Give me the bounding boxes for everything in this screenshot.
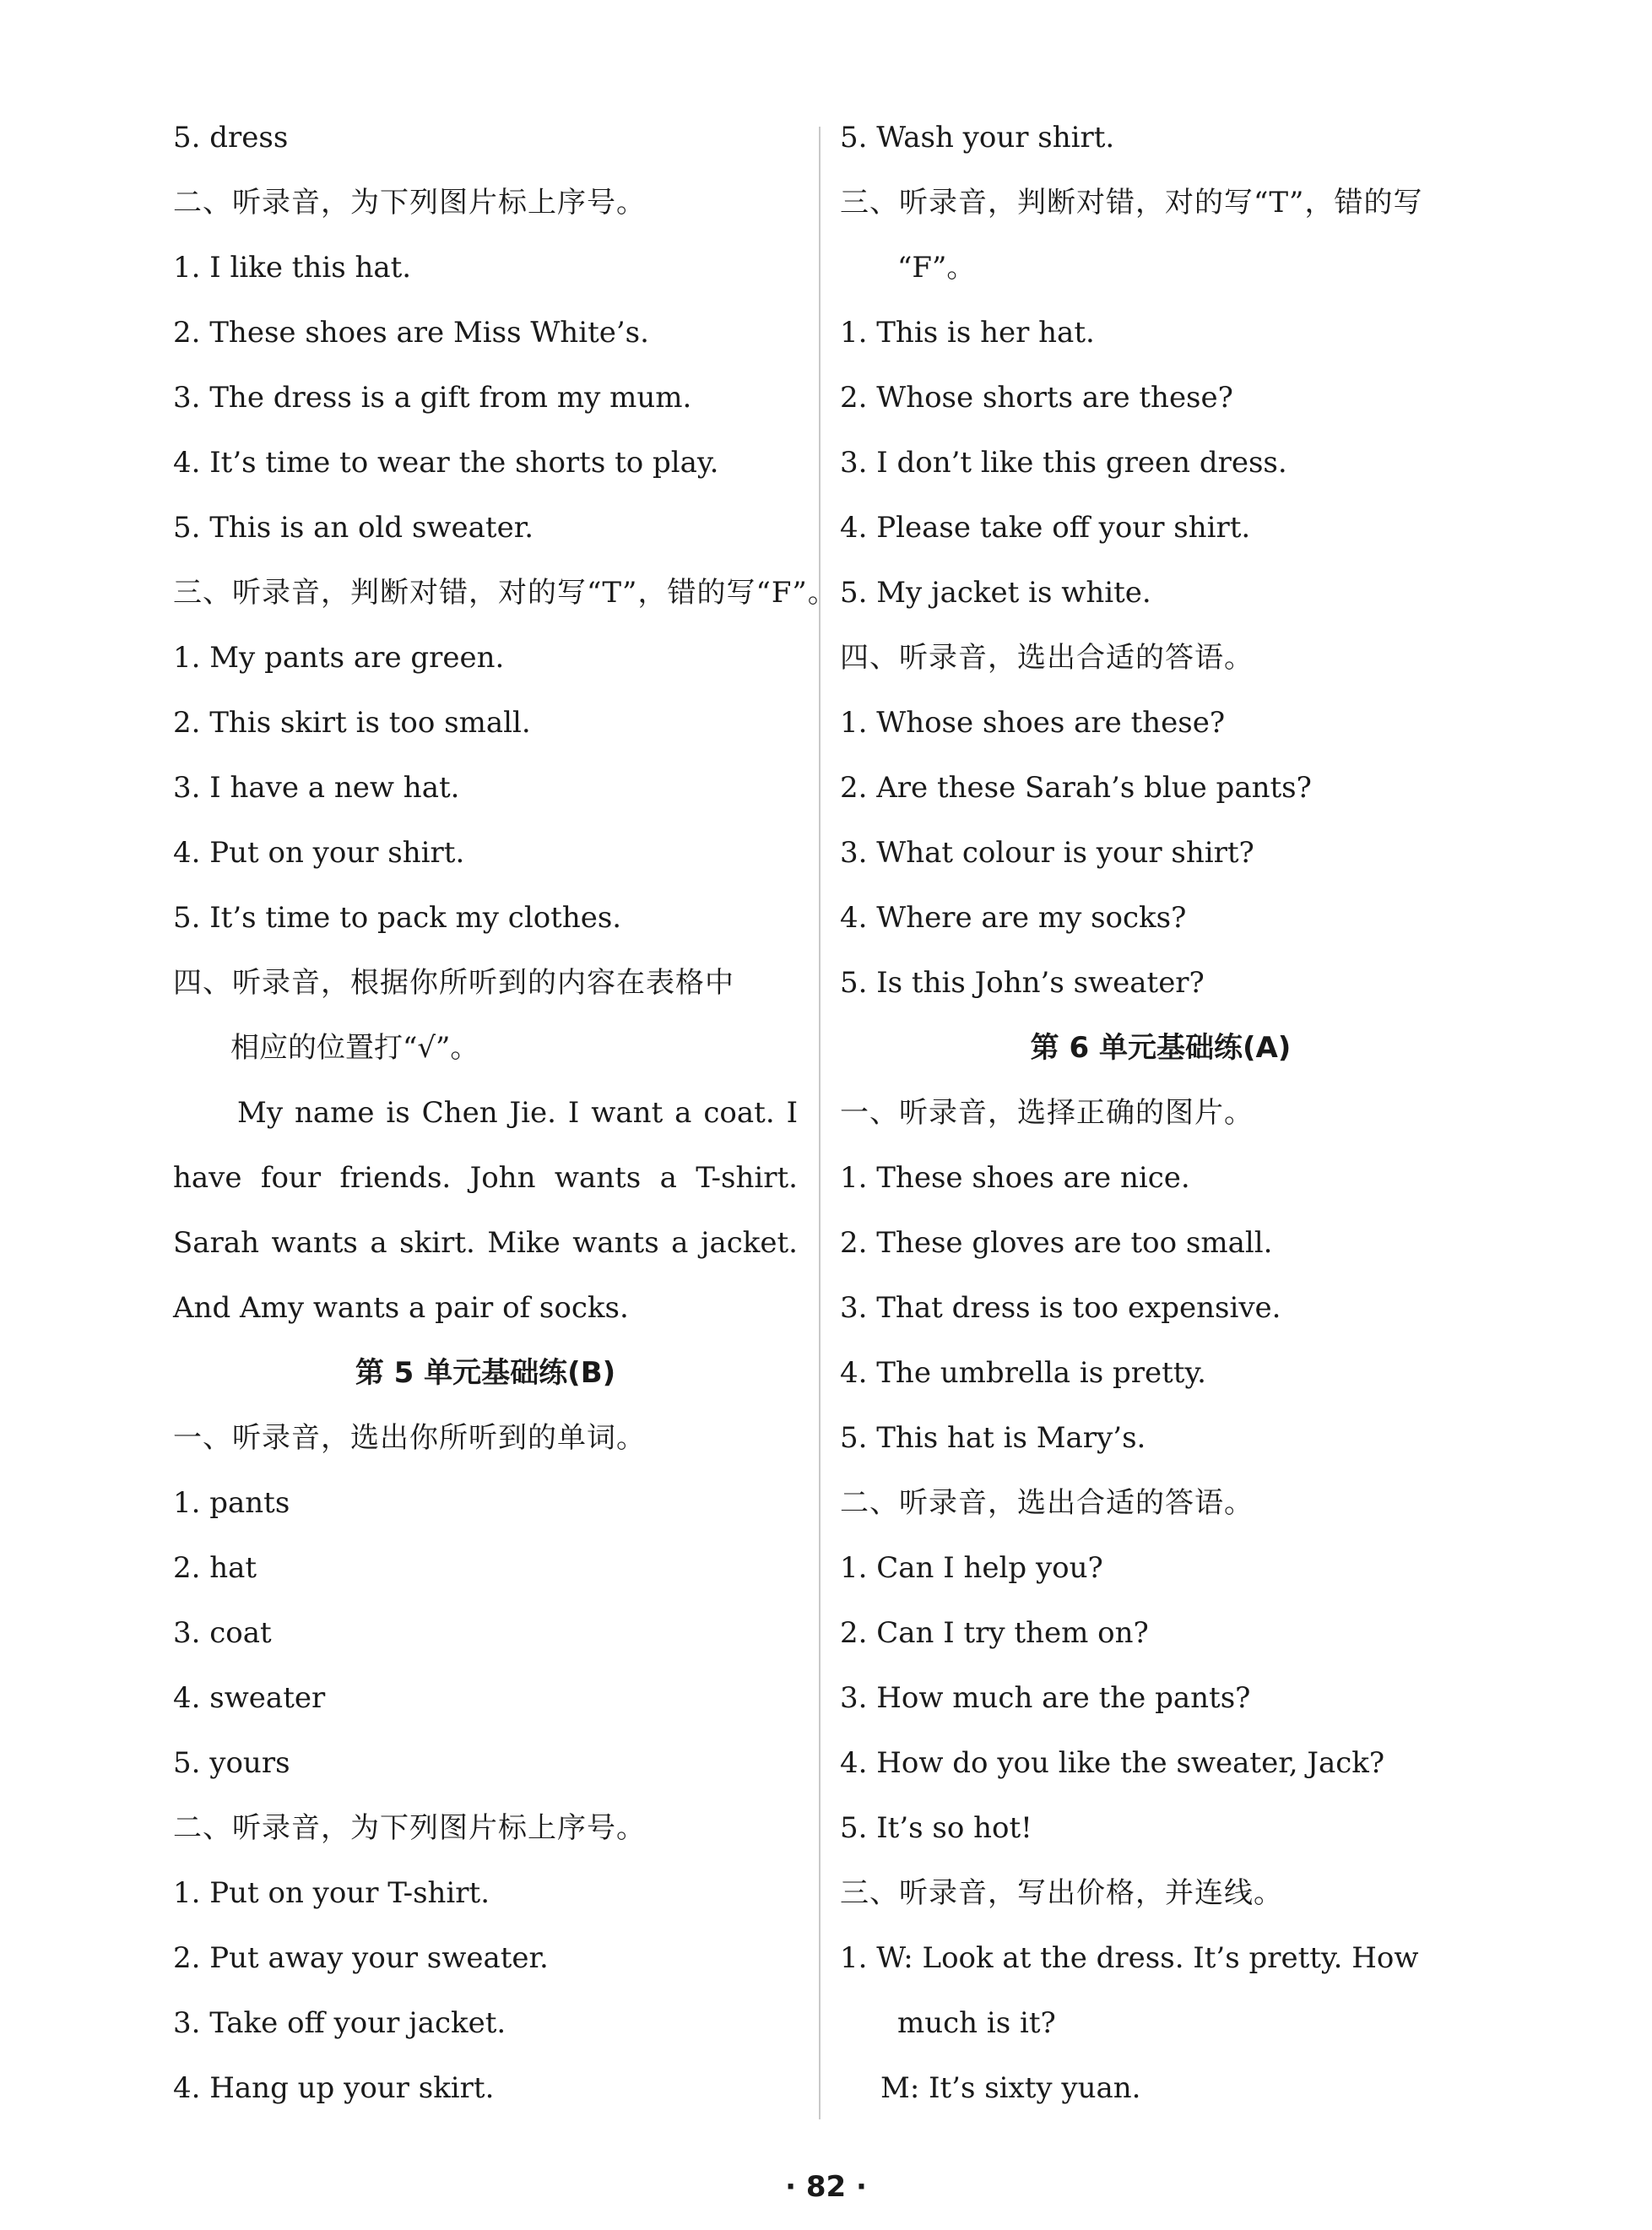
list-item: 1. pants — [173, 1486, 290, 1520]
paragraph-line: My name is Chen Jie. I want a coat. I — [237, 1096, 798, 1130]
list-item: 3. I have a new hat. — [173, 771, 460, 805]
list-item: 5. Is this John’s sweater? — [840, 966, 1205, 1000]
list-item: 1. Whose shoes are these? — [840, 706, 1226, 740]
list-item: 1. This is her hat. — [840, 316, 1095, 350]
section-instruction: 二、听录音，选出合适的答语。 — [840, 1486, 1254, 1520]
list-item: 5. This is an old sweater. — [173, 511, 534, 545]
list-item: 5. yours — [173, 1746, 290, 1780]
list-item: 4. How do you like the sweater, Jack? — [840, 1746, 1385, 1780]
list-item: 5. dress — [173, 121, 289, 155]
section-instruction: 二、听录音，为下列图片标上序号。 — [173, 1811, 646, 1845]
list-item: 2. These gloves are too small. — [840, 1226, 1273, 1260]
paragraph-line: Sarah wants a skirt. Mike wants a jacket. — [173, 1226, 798, 1260]
right-column — [840, 106, 1481, 2121]
list-item: 2. hat — [173, 1551, 257, 1585]
section-instruction: 三、听录音，判断对错，对的写“T”，错的写“F”。 — [173, 576, 837, 610]
section-instruction: 四、听录音，选出合适的答语。 — [840, 641, 1254, 675]
list-item: 3. How much are the pants? — [840, 1681, 1251, 1715]
dialog-line: M: It’s sixty yuan. — [880, 2071, 1141, 2105]
section-instruction: 一、听录音，选择正确的图片。 — [840, 1096, 1254, 1130]
section-instruction: 三、听录音，判断对错，对的写“T”，错的写 — [840, 186, 1423, 220]
list-item: 1. I like this hat. — [173, 251, 412, 285]
list-item: 4. sweater — [173, 1681, 326, 1715]
section-instruction: 二、听录音，为下列图片标上序号。 — [173, 186, 646, 220]
list-item: 3. The dress is a gift from my mum. — [173, 381, 692, 415]
list-item: 2. These shoes are Miss White’s. — [173, 316, 649, 350]
list-item: 3. Take off your jacket. — [173, 2006, 506, 2040]
continuation-line: much is it? — [897, 2006, 1056, 2040]
list-item: 3. What colour is your shirt? — [840, 836, 1254, 870]
list-item: 2. This skirt is too small. — [173, 706, 531, 740]
list-item: 5. My jacket is white. — [840, 576, 1151, 610]
continuation-line: “F”。 — [897, 251, 976, 285]
page-number: · 82 · — [785, 2170, 867, 2204]
list-item: 1. These shoes are nice. — [840, 1161, 1190, 1195]
list-item: 1. Can I help you? — [840, 1551, 1103, 1585]
list-item: 4. It’s time to wear the shorts to play. — [173, 446, 719, 480]
list-item: 4. Hang up your skirt. — [173, 2071, 495, 2105]
list-item: 4. Please take off your shirt. — [840, 511, 1251, 545]
list-item: 2. Put away your sweater. — [173, 1941, 549, 1975]
list-item: 5. It’s so hot! — [840, 1811, 1032, 1845]
column-divider — [819, 127, 821, 2119]
list-item: 1. My pants are green. — [173, 641, 505, 675]
list-item: 3. That dress is too expensive. — [840, 1291, 1281, 1325]
list-item: 4. Where are my socks? — [840, 901, 1187, 935]
list-item: 4. The umbrella is pretty. — [840, 1356, 1206, 1390]
list-item: 1. W: Look at the dress. It’s pretty. How — [840, 1941, 1419, 1975]
list-item: 1. Put on your T-shirt. — [173, 1876, 490, 1910]
section-instruction: 三、听录音，写出价格，并连线。 — [840, 1876, 1283, 1910]
list-item: 2. Whose shorts are these? — [840, 381, 1233, 415]
section-instruction: 一、听录音，选出你所听到的单词。 — [173, 1421, 646, 1455]
unit-heading: 第 5 单元基础练(B) — [355, 1356, 616, 1390]
unit-heading: 第 6 单元基础练(A) — [1030, 1031, 1292, 1065]
list-item: 5. It’s time to pack my clothes. — [173, 901, 622, 935]
section-instruction: 四、听录音，根据你所听到的内容在表格中 — [173, 966, 734, 1000]
list-item: 4. Put on your shirt. — [173, 836, 465, 870]
list-item: 2. Can I try them on? — [840, 1616, 1149, 1650]
list-item: 3. I don’t like this green dress. — [840, 446, 1287, 480]
paragraph-line: have four friends. John wants a T-shirt. — [173, 1161, 798, 1195]
left-column — [173, 106, 837, 2121]
list-item: 3. coat — [173, 1616, 272, 1650]
paragraph-line: And Amy wants a pair of socks. — [173, 1291, 629, 1325]
list-item: 2. Are these Sarah’s blue pants? — [840, 771, 1312, 805]
list-item: 5. This hat is Mary’s. — [840, 1421, 1146, 1455]
continuation-line: 相应的位置打“√”。 — [230, 1031, 479, 1065]
list-item: 5. Wash your shirt. — [840, 121, 1115, 155]
